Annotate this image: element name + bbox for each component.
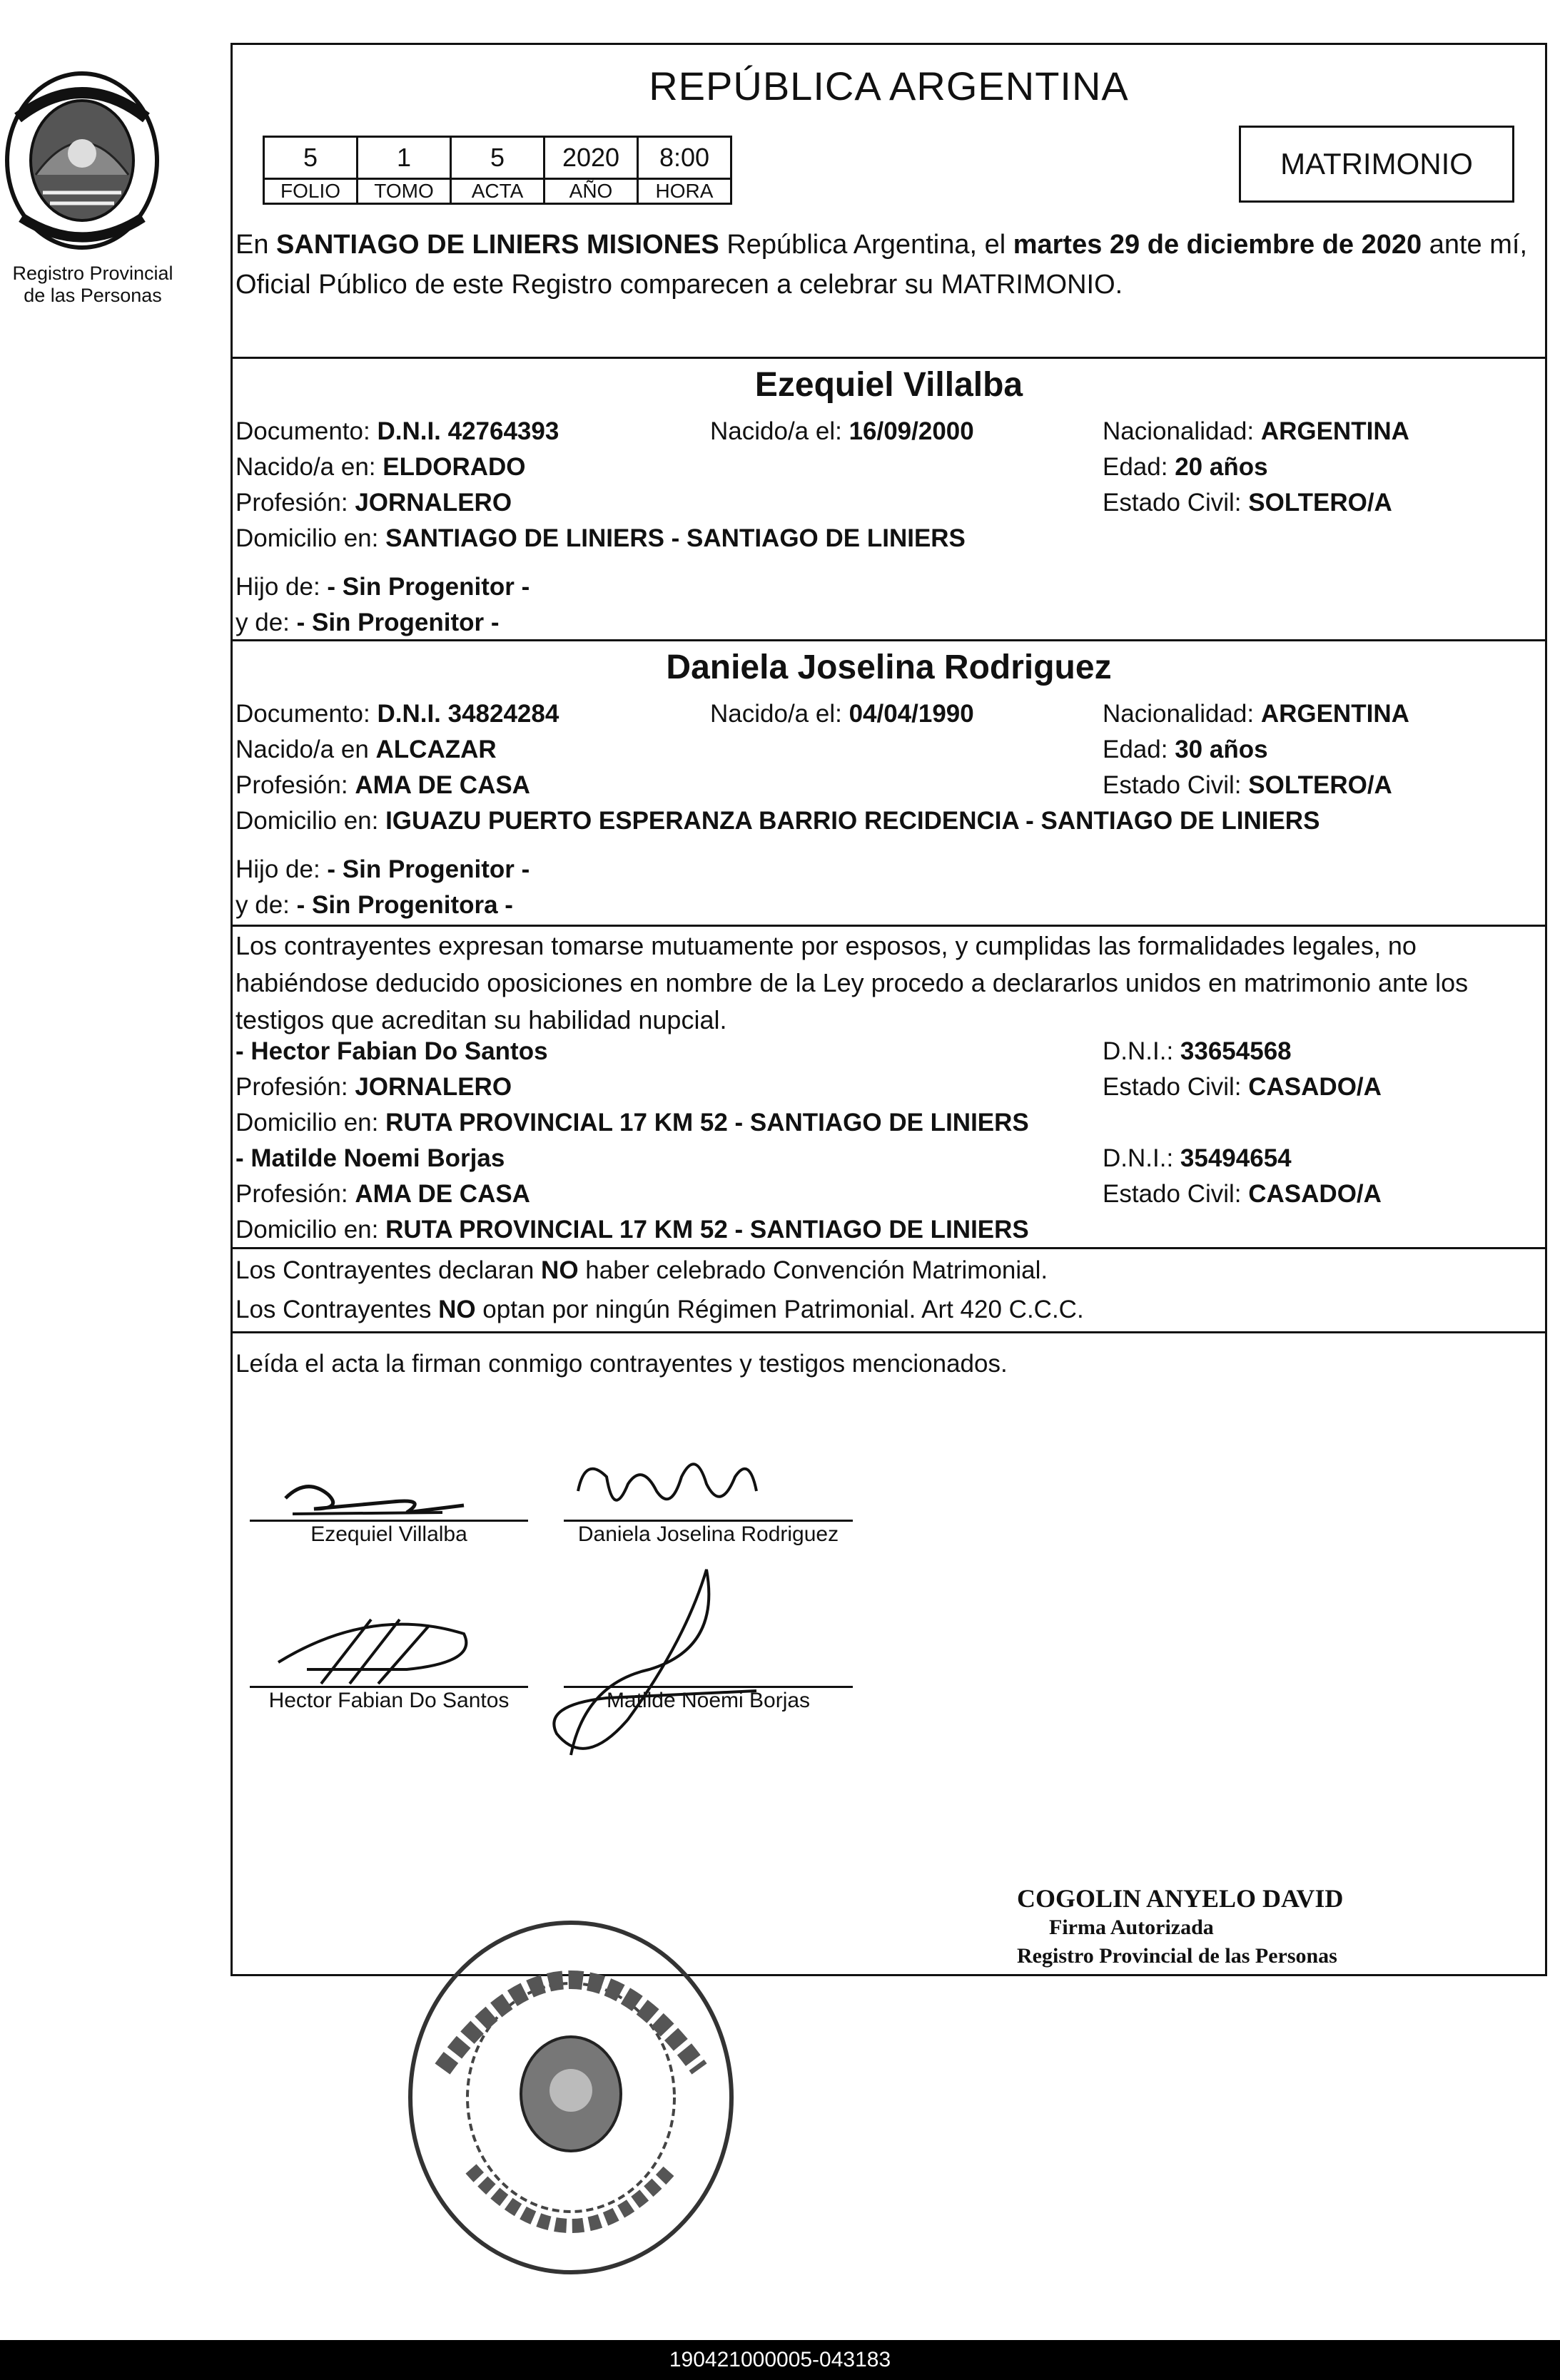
page-title: REPÚBLICA ARGENTINA [649, 63, 1129, 108]
spouse1-document [235, 417, 559, 446]
field-value: IGUAZU PUERTO ESPERANZA BARRIO RECIDENCIA - SANTIAGO DE LINIERS [385, 807, 1320, 835]
witness1-name: - Hector Fabian Do Santos [235, 1037, 548, 1065]
folio-value: 5 [264, 137, 358, 179]
spouse1-domicile [235, 524, 966, 553]
field-value: - Sin Progenitor - [296, 609, 500, 636]
field-label: Nacido/a el: [710, 417, 849, 445]
field-value: 04/04/1990 [849, 700, 974, 728]
field-value: 30 años [1175, 736, 1268, 763]
field-label: y de: [235, 891, 297, 919]
field-value: 16/09/2000 [849, 417, 974, 445]
witness1-domicile [235, 1109, 1029, 1137]
spouse2-birthplace [235, 736, 497, 764]
witness1-dni [1103, 1037, 1292, 1066]
signature-label: Hector Fabian Do Santos [268, 1689, 510, 1712]
signature-line [250, 1686, 528, 1688]
field-label: Hijo de: [235, 855, 328, 883]
convention-statement [235, 1256, 1048, 1285]
round-stamp-icon [400, 1912, 742, 2283]
signature-label: Ezequiel Villalba [310, 1522, 467, 1546]
witness1-profession [235, 1073, 512, 1102]
statement-text: Los Contrayentes declaran [235, 1256, 542, 1284]
field-label: Documento: [235, 700, 378, 728]
field-value: CASADO/A [1248, 1180, 1382, 1208]
signature-label: Daniela Joselina Rodriguez [577, 1522, 839, 1546]
signature-line [564, 1520, 853, 1522]
intro-text: República Argentina, el [719, 230, 1013, 260]
field-label: y de: [235, 609, 297, 636]
field-value: - Sin Progenitor - [327, 573, 530, 601]
field-label: Estado Civil: [1103, 771, 1249, 799]
field-label: Edad: [1103, 453, 1175, 481]
field-value: ELDORADO [383, 453, 526, 481]
intro-place: SANTIAGO DE LINIERS MISIONES [276, 230, 719, 260]
year-label: AÑO [545, 179, 638, 204]
registry-label-line1: Registro Provincial [12, 263, 173, 284]
spouse1-name: Ezequiel Villalba [754, 366, 1023, 404]
field-label: Hijo de: [235, 573, 328, 601]
divider [231, 1331, 1547, 1333]
spouse1-nationality [1103, 417, 1409, 446]
signature-line [564, 1686, 853, 1688]
statement-text: optan por ningún Régimen Patrimonial. Art 420 C.C.C. [475, 1296, 1084, 1323]
spouse2-name: Daniela Joselina Rodriguez [666, 649, 1112, 686]
spouse1-parent1 [235, 573, 530, 601]
field-value: 20 años [1175, 453, 1268, 481]
regime-statement [235, 1296, 1084, 1324]
acta-value: 5 [451, 137, 545, 179]
field-label: Domicilio en: [235, 1216, 386, 1244]
intro-text: En [235, 230, 277, 260]
spouse2-age [1103, 736, 1268, 764]
statement-text: Los Contrayentes [235, 1296, 439, 1323]
field-label: D.N.I.: [1103, 1037, 1180, 1065]
divider [231, 925, 1547, 927]
field-value: RUTA PROVINCIAL 17 KM 52 - SANTIAGO DE LINIERS [385, 1216, 1029, 1244]
witness1-civil-status [1103, 1073, 1382, 1102]
signature-mark [564, 1448, 778, 1527]
field-label: Nacionalidad: [1103, 700, 1261, 728]
spouse2-nationality [1103, 700, 1409, 728]
field-value: - Sin Progenitora - [296, 891, 513, 919]
field-value: D.N.I. 42764393 [377, 417, 559, 445]
hour-label: HORA [638, 179, 731, 204]
field-value: 33654568 [1180, 1037, 1292, 1065]
field-label: Nacido/a en: [235, 453, 383, 481]
registry-label-line2: de las Personas [24, 285, 162, 306]
field-value: SOLTERO/A [1248, 489, 1392, 517]
field-label: Documento: [235, 417, 378, 445]
tomo-value: 1 [358, 137, 451, 179]
spouse2-parent1 [235, 855, 530, 884]
field-label: Domicilio en: [235, 524, 386, 552]
field-label: Domicilio en: [235, 1109, 386, 1136]
signature-label: Matilde Noemi Borjas [606, 1689, 811, 1712]
spouse2-domicile [235, 807, 1320, 835]
field-value: AMA DE CASA [355, 1180, 530, 1208]
field-value: 35494654 [1180, 1144, 1292, 1172]
field-label: Estado Civil: [1103, 1180, 1249, 1208]
field-value: RUTA PROVINCIAL 17 KM 52 - SANTIAGO DE LINIERS [385, 1109, 1029, 1136]
field-value: - Sin Progenitor - [327, 855, 530, 883]
divider [231, 357, 1547, 359]
field-label: Profesión: [235, 1180, 355, 1208]
folio-label: FOLIO [264, 179, 358, 204]
field-label: Nacido/a en [235, 736, 376, 763]
witness2-name: - Matilde Noemi Borjas [235, 1144, 505, 1172]
official-name-stamp: COGOLIN ANYELO DAVID [1017, 1884, 1344, 1913]
witness2-dni [1103, 1144, 1292, 1173]
field-label: Profesión: [235, 771, 355, 799]
field-label: Edad: [1103, 736, 1175, 763]
tomo-label: TOMO [358, 179, 451, 204]
spouse2-profession [235, 771, 530, 800]
field-value: ARGENTINA [1260, 417, 1409, 445]
field-value: JORNALERO [355, 1073, 512, 1101]
spouse1-birthdate [710, 417, 974, 446]
field-value: D.N.I. 34824284 [377, 700, 559, 728]
divider [231, 1247, 1547, 1249]
statement-text: haber celebrado Convención Matrimonial. [578, 1256, 1048, 1284]
field-label: Domicilio en: [235, 807, 386, 835]
intro-date: martes 29 de diciembre de 2020 [1013, 230, 1422, 260]
spouse2-document [235, 700, 559, 728]
document-code: 190421000005-043183 [0, 2340, 1560, 2380]
field-label: Nacionalidad: [1103, 417, 1261, 445]
official-title-stamp: Firma Autorizada [1049, 1916, 1214, 1939]
field-value: SOLTERO/A [1248, 771, 1392, 799]
field-label: Profesión: [235, 1073, 355, 1101]
year-value: 2020 [545, 137, 638, 179]
spouse2-parent2 [235, 891, 513, 920]
acta-label: ACTA [451, 179, 545, 204]
registry-label [0, 263, 186, 307]
provincial-seal-icon [0, 68, 164, 253]
witness2-domicile [235, 1216, 1029, 1244]
spouse1-birthplace [235, 453, 526, 482]
spouse1-profession [235, 489, 512, 517]
signature-mark [264, 1605, 492, 1698]
closing-statement: Leída el acta la firman conmigo contrayentes y testigos mencionados. [235, 1350, 1008, 1378]
act-type-box: MATRIMONIO [1239, 126, 1514, 203]
statement-emphasis: NO [541, 1256, 579, 1284]
field-label: Estado Civil: [1103, 1073, 1249, 1101]
field-value: JORNALERO [355, 489, 512, 517]
spouse1-civil-status [1103, 489, 1392, 517]
field-label: Estado Civil: [1103, 489, 1249, 517]
intro-text: ante mí, Oficial Público de este Registro comparecen a celebrar su MATRIMONIO. [235, 230, 1527, 300]
field-value: ALCAZAR [375, 736, 497, 763]
field-value: AMA DE CASA [355, 771, 530, 799]
signature-mark [264, 1470, 521, 1527]
field-label: Nacido/a el: [710, 700, 849, 728]
witness2-civil-status [1103, 1180, 1382, 1209]
field-label: D.N.I.: [1103, 1144, 1180, 1172]
intro-paragraph [235, 225, 1541, 305]
signature-line [250, 1520, 528, 1522]
spouse2-civil-status [1103, 771, 1392, 800]
act-meta-table [263, 136, 732, 205]
field-value: SANTIAGO DE LINIERS - SANTIAGO DE LINIERS [385, 524, 966, 552]
spouse1-age [1103, 453, 1268, 482]
field-value: ARGENTINA [1260, 700, 1409, 728]
field-label: Profesión: [235, 489, 355, 517]
statement-emphasis: NO [438, 1296, 476, 1323]
signature-mark [542, 1555, 771, 1769]
spouse2-birthdate [710, 700, 974, 728]
witness2-profession [235, 1180, 530, 1209]
divider [231, 639, 1547, 641]
official-registry-stamp: Registro Provincial de las Personas [1017, 1944, 1337, 1968]
hour-value: 8:00 [638, 137, 731, 179]
field-value: CASADO/A [1248, 1073, 1382, 1101]
spouse1-parent2 [235, 609, 500, 637]
declaration-paragraph: Los contrayentes expresan tomarse mutuamente por esposos, y cumplidas las formalidades legales, no habiéndose deducido oposiciones en nombre de la Ley procedo a declararlos unidos en matrimonio ante los testigos que acreditan su habilidad nupcial. [235, 931, 1469, 1034]
